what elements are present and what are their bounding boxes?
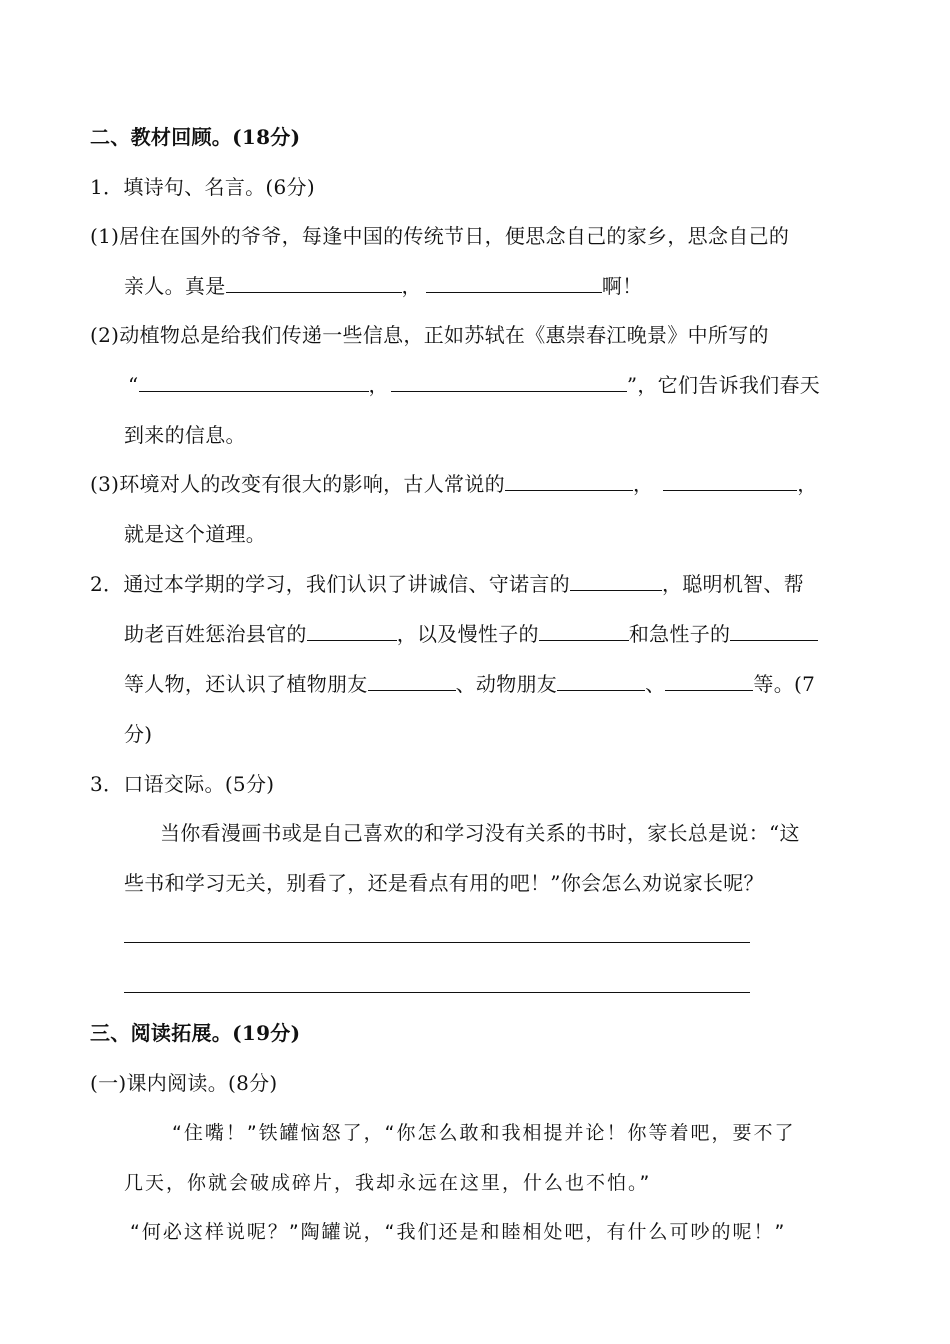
q2-text-c: 助老百姓惩治县官的 [124,622,307,646]
q3-prompt-line1: 当你看漫画书或是自己喜欢的和学习没有关系的书时，家长总是说：“这 [160,821,800,845]
q3-prompt-line2: 些书和学习无关，别看了，还是看点有用的吧！”你会怎么劝说家长呢？ [124,871,764,895]
answer-blank[interactable] [557,670,645,691]
answer-blank[interactable] [391,371,627,392]
reading-paragraph-1-cont: 几天，你就会破成碎片，我却永远在这里，什么也不怕。” [124,1172,652,1194]
q2-text-i: 等。(7 [753,672,816,696]
answer-line[interactable] [124,942,750,943]
answer-blank[interactable] [368,670,456,691]
q1-part2-line3: 到来的信息。 [124,423,246,447]
q1-part1-text-c: 啊！ [601,274,643,298]
question-3-stem: 3．口语交际。(5分) [90,772,275,796]
reading-paragraph-1: “住嘴！”铁罐恼怒了，“你怎么敢和我相提并论！你等着吧，要不了 [172,1122,796,1144]
q1-part2-text-a: “ [128,373,139,397]
q1-part3-line1 [90,470,818,498]
subsection-heading: (一)课内阅读。(8分) [90,1071,278,1095]
answer-blank[interactable] [505,470,633,491]
q1-part1-text-b: ， [401,274,422,298]
q2-line4: 分) [124,722,153,746]
q2-text-e: 和急性子的 [628,622,731,646]
reading-paragraph-2: “何必这样说呢？”陶罐说，“我们还是和睦相处吧，有什么可吵的呢！” [130,1221,787,1243]
q1-part3-text-c: ， [797,472,818,496]
q2-text-d: ，以及慢性子的 [396,622,539,646]
q2-line1 [90,570,804,598]
answer-blank[interactable] [426,272,602,293]
answer-line[interactable] [124,992,750,993]
q2-text-g: 、动物朋友 [455,672,558,696]
q2-text-h: 、 [645,672,666,696]
q1-part1-line1: (1)居住在国外的爷爷，每逢中国的传统节日，便思念自己的家乡，思念自己的 [90,224,790,248]
q1-part2-text-c: ”，它们告诉我们春天 [626,373,821,397]
answer-blank[interactable] [226,272,402,293]
answer-blank[interactable] [139,371,369,392]
q2-text-a: 2．通过本学期的学习，我们认识了讲诚信、守诺言的 [90,572,570,596]
section-heading-3: 三、阅读拓展。(19分) [90,1021,301,1045]
q1-part2-text-b: ， [368,373,389,397]
q2-line2 [124,620,818,648]
answer-blank[interactable] [570,570,662,591]
q2-text-f: 等人物，还认识了植物朋友 [124,672,368,696]
q2-text-b: ，聪明机智、帮 [661,572,805,596]
q1-part3-text-b: ， [632,472,654,496]
answer-blank[interactable] [539,620,629,641]
q2-line3 [124,670,815,698]
q1-part3-text-a: (3)环境对人的改变有很大的影响，古人常说的 [90,472,505,496]
q1-part1-line2 [124,272,642,300]
section-heading-2: 二、教材回顾。(18分) [90,125,301,149]
answer-blank[interactable] [663,470,797,491]
q1-part2-line1: (2)动植物总是给我们传递一些信息，正如苏轼在《惠崇春江晚景》中所写的 [90,323,769,347]
q1-part3-line2: 就是这个道理。 [124,522,267,546]
answer-blank[interactable] [730,620,818,641]
answer-blank[interactable] [307,620,397,641]
answer-blank[interactable] [665,670,753,691]
q1-part2-line2 [128,371,820,399]
question-1-stem: 1．填诗句、名言。(6分) [90,175,315,199]
q1-part1-text-a: 亲人。真是 [124,274,226,298]
